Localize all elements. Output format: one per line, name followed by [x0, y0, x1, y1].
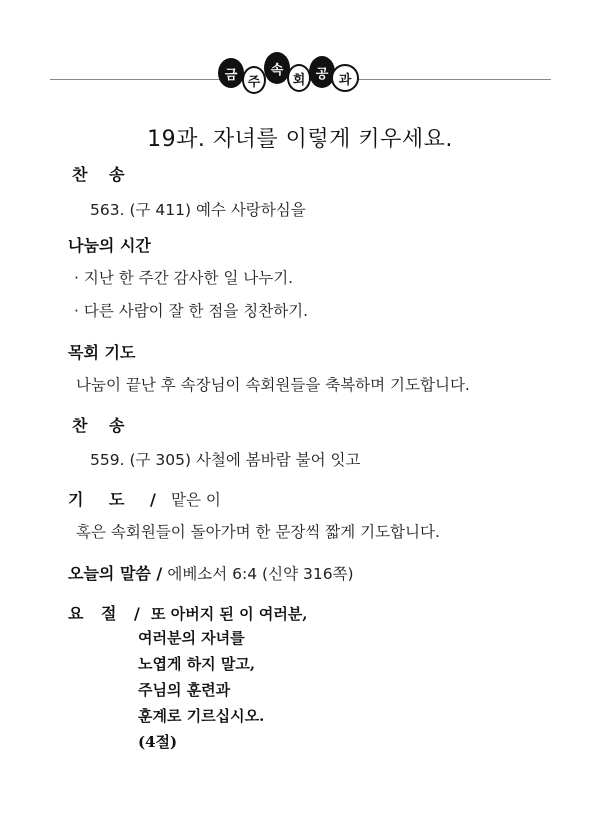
key-verse-heading: 요 절 /: [68, 604, 146, 623]
prayer-heading-row: [68, 487, 221, 510]
series-badge: 회: [287, 64, 311, 92]
word-heading-row: [68, 561, 354, 584]
header-rule-left: [50, 79, 220, 80]
header-rule-right: [353, 79, 551, 80]
prayer-leader: 맡은 이: [171, 491, 221, 509]
key-verse-line: 주님의 훈련과: [138, 681, 231, 699]
prayer-text: 혹은 속회원들이 돌아가며 한 문장씩 짧게 기도합니다.: [76, 523, 440, 541]
sharing-item: · 다른 사람이 잘 한 점을 칭찬하기.: [74, 302, 309, 320]
key-verse-line: 또 아버지 된 이 여러분,: [151, 605, 308, 623]
key-verse-line: 훈계로 기르십시오.: [138, 707, 265, 725]
hymn-text: 563. (구 411) 예수 사랑하심을: [90, 201, 306, 219]
pastoral-prayer-heading: 목회 기도: [68, 343, 136, 362]
series-badge: 금: [218, 58, 244, 88]
word-heading: 오늘의 말씀 /: [68, 564, 163, 583]
hymn-heading: 찬 송: [72, 416, 133, 435]
sharing-item: · 지난 한 주간 감사한 일 나누기.: [74, 269, 294, 287]
pastoral-prayer-text: 나눔이 끝난 후 속장님이 속회원들을 축복하며 기도합니다.: [76, 376, 470, 394]
key-verse-verse-number: (4절): [138, 733, 178, 751]
series-badge: 공: [309, 56, 335, 88]
hymn-heading: 찬 송: [72, 165, 133, 184]
series-badge-group: [214, 52, 366, 106]
lesson-series-header: [0, 46, 600, 108]
hymn-text: 559. (구 305) 사철에 봄바람 불어 잇고: [90, 451, 361, 469]
scripture-reference: 에베소서 6:4 (신약 316쪽): [167, 565, 354, 583]
prayer-heading: 기 도 /: [68, 490, 166, 509]
series-badge: 주: [242, 66, 266, 94]
sharing-heading: 나눔의 시간: [68, 236, 151, 255]
lesson-title: 19과. 자녀를 이렇게 키우세요.: [147, 127, 453, 152]
key-verse-row: [68, 601, 308, 624]
series-badge: 과: [331, 64, 359, 92]
key-verse-line: 여러분의 자녀를: [138, 629, 245, 647]
key-verse-line: 노엽게 하지 말고,: [138, 655, 256, 673]
series-badge: 속: [264, 52, 290, 84]
